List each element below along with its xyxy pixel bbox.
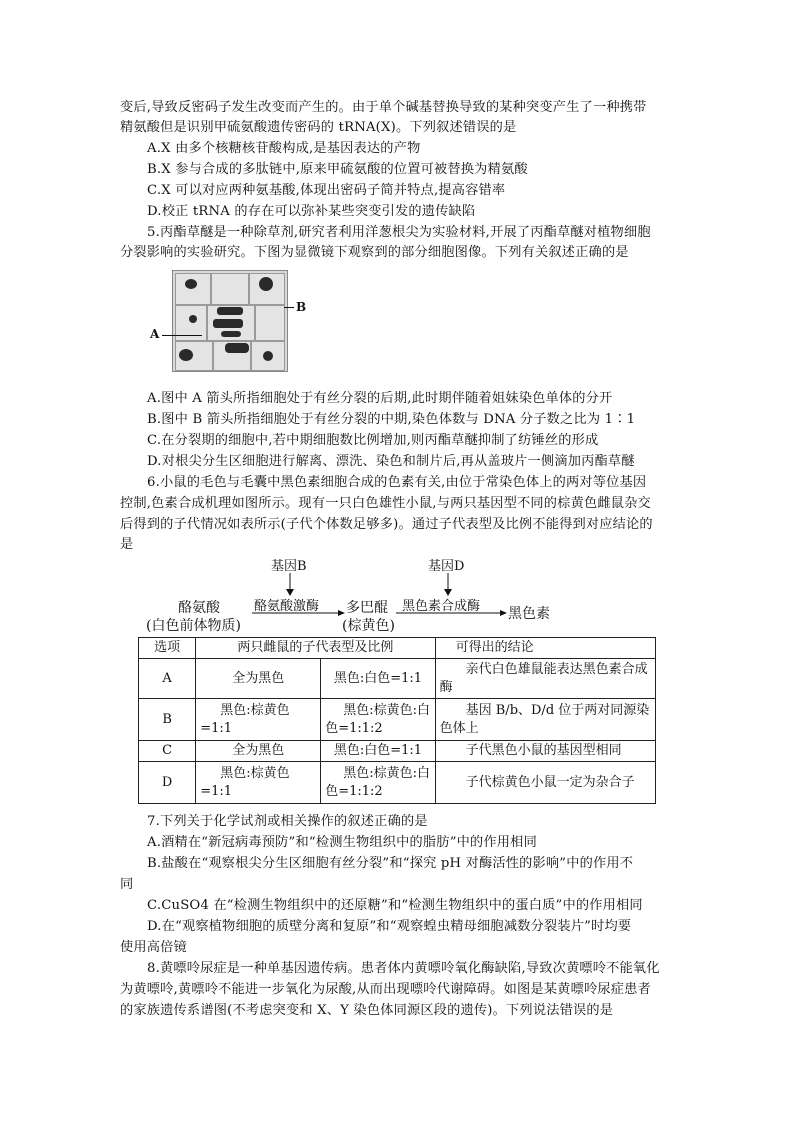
row-option: C — [139, 741, 196, 762]
label-a: A — [150, 327, 160, 341]
table-row — [139, 659, 656, 699]
row-conclusion: 子代棕黄色小鼠一定为杂合子 — [435, 762, 655, 804]
q5-option-d: D.对根尖分生区细胞进行解离、漂洗、染色和制片后,再从盖玻片一侧滴加丙酯草醚 — [147, 454, 635, 469]
table-row — [139, 741, 656, 762]
option-d: D.校正 tRNA 的存在可以弥补某些突变引发的遗传缺陷 — [147, 204, 476, 219]
text-line: 变后,导致反密码子发生改变而产生的。由于单个碱基替换导致的某种突变产生了一种携带 — [120, 100, 647, 115]
header-option: 选项 — [139, 638, 196, 659]
gene-d-label: 基因D — [428, 559, 465, 574]
header-offspring: 两只雌鼠的子代表型及比例 — [196, 638, 435, 659]
q7-option-a: A.酒精在“新冠病毒预防”和“检测生物组织中的脂肪”中的作用相同 — [147, 835, 537, 850]
substrate-label: 酪氨酸 — [178, 600, 220, 616]
label-b: B — [296, 300, 307, 314]
question-5: 5.丙酯草醚是一种除草剂,研究者利用洋葱根尖为实验材料,开展了丙酯草醚对植物细胞 — [147, 225, 651, 240]
row-option: B — [139, 699, 196, 741]
enzyme-2-label: 黑色素合成酶 — [402, 599, 481, 614]
row-conclusion: 子代黑色小鼠的基因型相同 — [435, 741, 655, 762]
product-label: 黑色素 — [508, 606, 550, 622]
results-table — [138, 637, 656, 804]
text-line: 控制,色素合成机理如图所示。现有一只白色雄性小鼠,与两只基因型不同的棕黄色雌鼠杂交 — [120, 496, 651, 511]
row-offspring-2: 黑色:白色=1:1 — [321, 659, 435, 699]
gene-b-label: 基因B — [271, 559, 307, 574]
row-offspring-2: 黑色:棕黄色:白色=1:1:2 — [321, 762, 435, 804]
text-line: 后得到的子代情况如表所示(子代个体数足够多)。通过子代表型及比例不能得到对应结论的 — [120, 517, 653, 532]
pigment-pathway-diagram — [140, 555, 790, 635]
question-6: 6.小鼠的毛色与毛囊中黑色素细胞合成的色素有关,由位于常染色体上的两对等位基因 — [147, 475, 647, 490]
arrow-b-line — [284, 307, 294, 308]
text-line: 同 — [120, 877, 134, 892]
header-conclusion: 可得出的结论 — [435, 638, 655, 659]
q7-option-b: B.盐酸在“观察根尖分生区细胞有丝分裂”和“探究 pH 对酶活性的影响”中的作用不 — [147, 856, 634, 871]
q7-option-c: C.CuSO4 在“检测生物组织中的还原糖”和“检测生物组织中的蛋白质”中的作用相同 — [147, 898, 643, 913]
intermediate-label: 多巴醌 — [346, 600, 388, 616]
micrograph-image — [172, 270, 288, 372]
table-header-row — [139, 638, 656, 659]
text-line: 的家族遗传系谱图(不考虑突变和 X、Y 染色体同源区段的遗传)。下列说法错误的是 — [120, 1003, 614, 1018]
arrow-a-line — [162, 335, 202, 336]
question-7: 7.下列关于化学试剂或相关操作的叙述正确的是 — [147, 814, 428, 829]
row-option: A — [139, 659, 196, 699]
row-offspring-2: 黑色:棕黄色:白色=1:1:2 — [321, 699, 435, 741]
q5-option-b: B.图中 B 箭头所指细胞处于有丝分裂的中期,染色体数与 DNA 分子数之比为 1∶1 — [147, 412, 636, 427]
table-row — [139, 699, 656, 741]
row-option: D — [139, 762, 196, 804]
q5-option-c: C.在分裂期的细胞中,若中期细胞数比例增加,则丙酯草醚抑制了纺锤丝的形成 — [147, 433, 599, 448]
option-c: C.X 可以对应两种氨基酸,体现出密码子简并特点,提高容错率 — [147, 183, 506, 198]
option-a: A.X 由多个核糖核苷酸构成,是基因表达的产物 — [147, 141, 421, 156]
substrate-note: (白色前体物质) — [146, 618, 241, 634]
table-row — [139, 762, 656, 804]
row-offspring-1: 全为黑色 — [196, 741, 321, 762]
question-8: 8.黄嘌呤尿症是一种单基因遗传病。患者体内黄嘌呤氧化酶缺陷,导致次黄嘌呤不能氧化 — [147, 961, 660, 976]
text-line: 是 — [120, 537, 134, 552]
row-conclusion: 亲代白色雄鼠能表达黑色素合成酶 — [435, 659, 655, 699]
enzyme-1-label: 酪氨酸激酶 — [254, 599, 320, 614]
text-line: 使用高倍镜 — [120, 940, 187, 955]
row-offspring-1: 黑色:棕黄色=1:1 — [196, 699, 321, 741]
text-line: 为黄嘌呤,黄嘌呤不能进一步氧化为尿酸,从而出现嘌呤代谢障碍。如图是某黄嘌呤尿症患者 — [120, 982, 651, 997]
text-line: 分裂影响的实验研究。下图为显微镜下观察到的部分细胞图像。下列有关叙述正确的是 — [120, 245, 629, 260]
intermediate-note: (棕黄色) — [342, 618, 395, 634]
q7-option-d: D.在“观察植物细胞的质壁分离和复原”和“观察蝗虫精母细胞减数分裂装片”时均要 — [147, 919, 632, 934]
q5-option-a: A.图中 A 箭头所指细胞处于有丝分裂的后期,此时期伴随着姐妹染色单体的分开 — [147, 391, 613, 406]
row-offspring-1: 全为黑色 — [196, 659, 321, 699]
option-b: B.X 参与合成的多肽链中,原来甲硫氨酸的位置可被替换为精氨酸 — [147, 162, 528, 177]
row-offspring-1: 黑色:棕黄色=1:1 — [196, 762, 321, 804]
row-offspring-2: 黑色:白色=1:1 — [321, 741, 435, 762]
row-conclusion: 基因 B/b、D/d 位于两对同源染色体上 — [435, 699, 655, 741]
text-line: 精氨酸但是识别甲硫氨酸遗传密码的 tRNA(X)。下列叙述错误的是 — [120, 120, 517, 135]
